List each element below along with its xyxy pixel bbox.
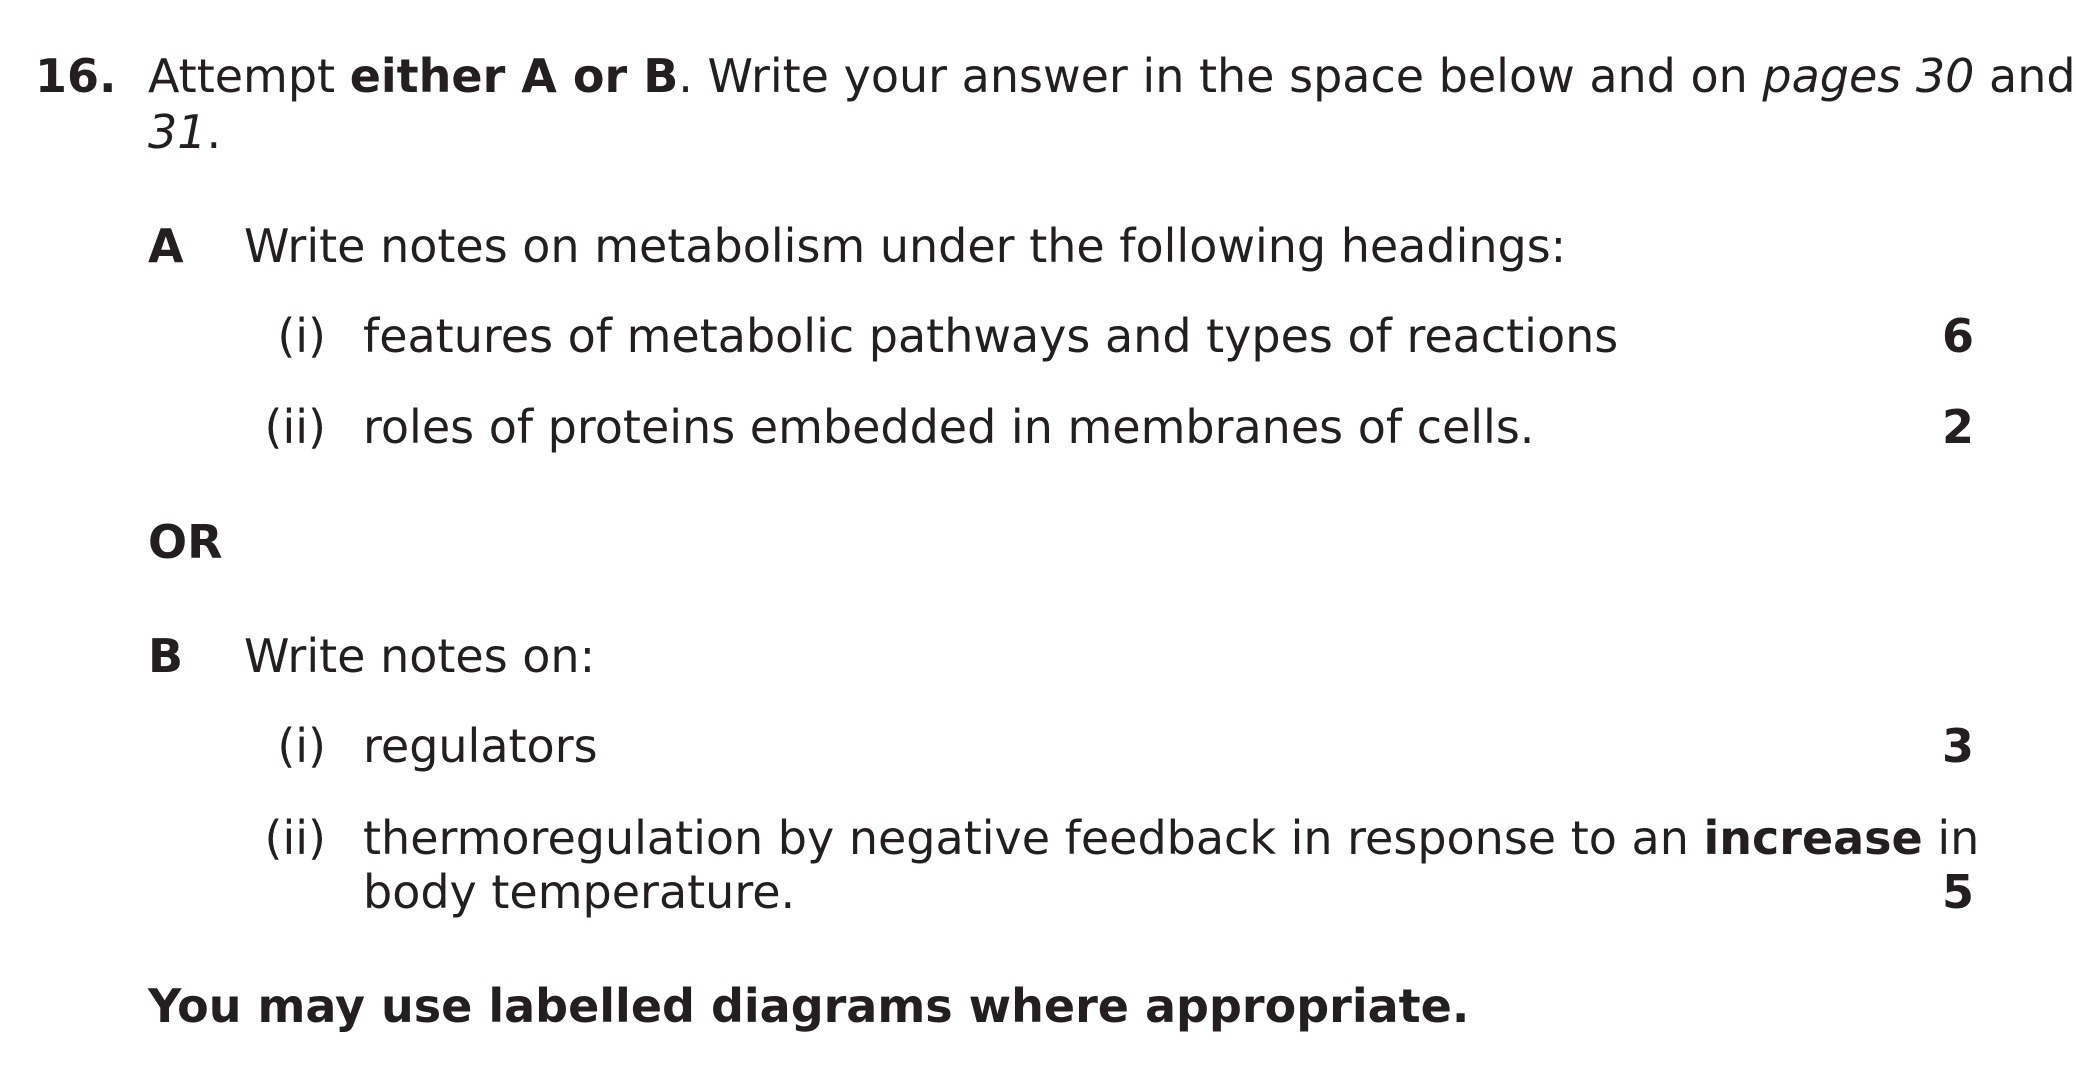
instruction-prefix: Attempt — [148, 49, 350, 103]
option-b-part-ii-text-suffix: in — [1922, 811, 1980, 865]
instruction-page-31: 31 — [148, 105, 207, 159]
option-a-part-i-numeral: (i) — [277, 309, 326, 363]
option-a-letter: A — [148, 219, 184, 273]
option-b-part-ii-text-prefix: thermoregulation by negative feedback in response to an — [363, 811, 1704, 865]
option-a-part-i-marks: 6 — [1941, 309, 1974, 363]
option-b-part-i-text: regulators — [363, 719, 598, 773]
instruction-line-1 — [148, 48, 2076, 104]
option-b-letter: B — [148, 629, 184, 683]
option-a-part-ii-text: roles of proteins embedded in membranes of cells. — [363, 400, 1535, 454]
instruction-line-2 — [148, 104, 221, 160]
instruction-period: . — [206, 105, 222, 159]
instruction-bold: either A or B — [349, 49, 679, 103]
option-a-intro: Write notes on metabolism under the following headings: — [244, 219, 1567, 273]
instruction-suffix: and — [1974, 49, 2076, 103]
option-a-part-ii-marks: 2 — [1941, 400, 1974, 454]
option-b-intro: Write notes on: — [244, 629, 596, 683]
option-b-part-ii-text-line-1 — [363, 810, 1979, 866]
instruction-pages: pages 30 — [1762, 49, 1975, 103]
option-a-part-ii-numeral: (ii) — [264, 400, 326, 454]
option-b-part-i-marks: 3 — [1941, 719, 1974, 773]
question-number: 16. — [35, 49, 117, 103]
footer-note: You may use labelled diagrams where appropriate. — [148, 979, 1470, 1033]
option-b-part-i-numeral: (i) — [277, 719, 326, 773]
or-label: OR — [148, 515, 223, 569]
option-b-part-ii-marks: 5 — [1941, 865, 1974, 919]
option-a-part-i-text: features of metabolic pathways and types of reactions — [363, 309, 1619, 363]
option-b-part-ii-numeral: (ii) — [264, 811, 326, 865]
option-b-part-ii-text-line-2: body temperature. — [363, 865, 796, 919]
instruction-middle: . Write your answer in the space below and on — [678, 49, 1763, 103]
option-b-part-ii-text-bold: increase — [1703, 811, 1923, 865]
